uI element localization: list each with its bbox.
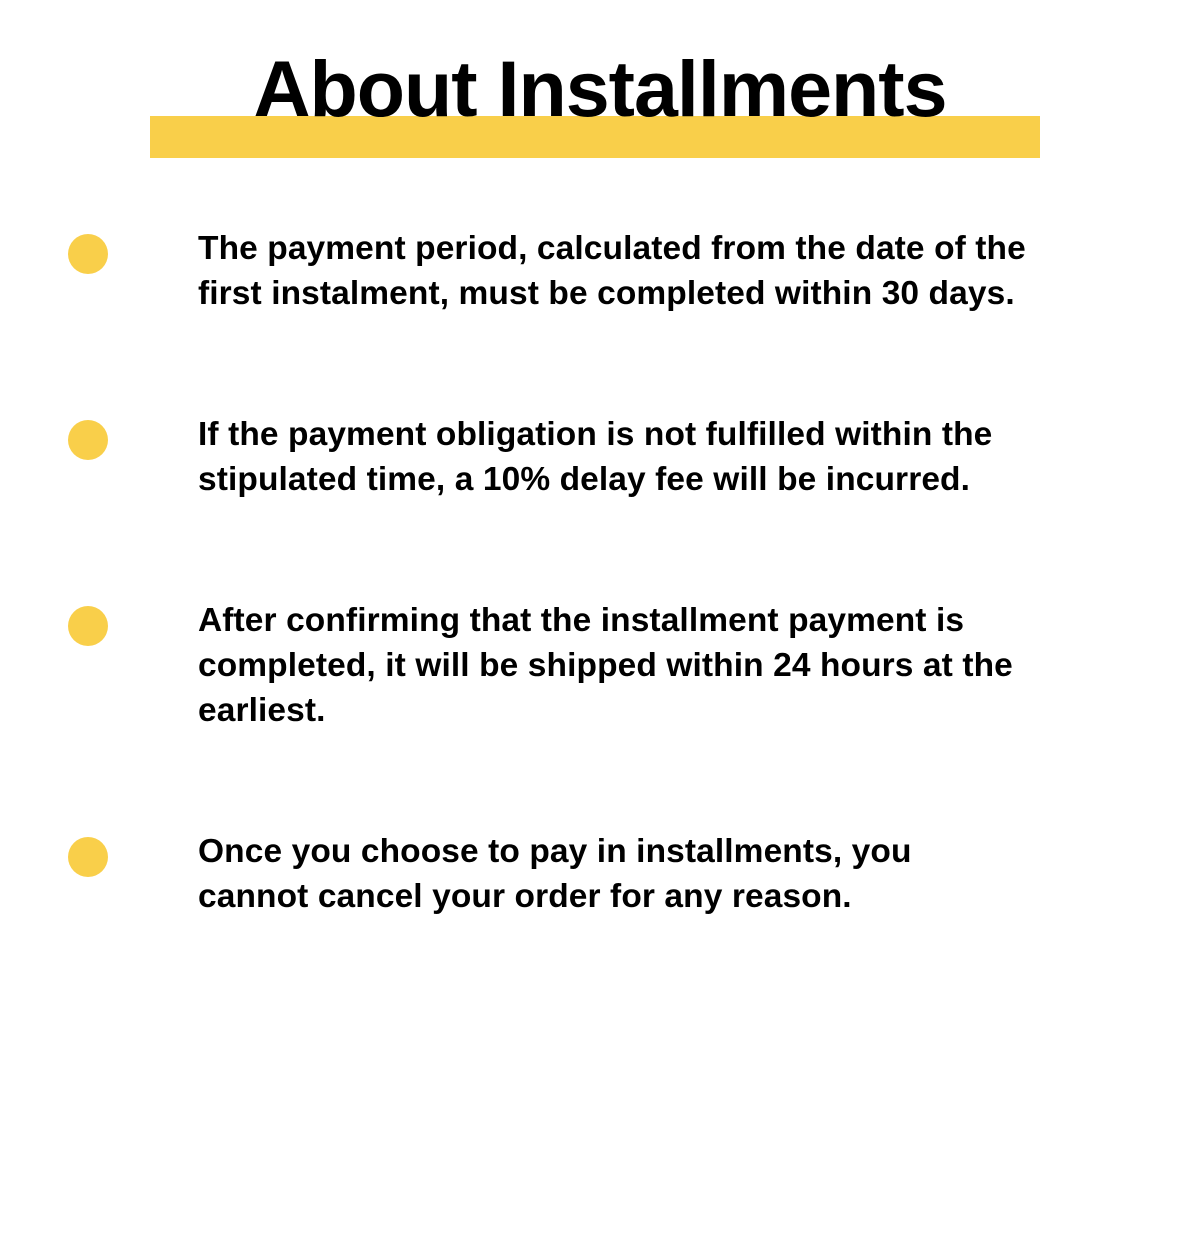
- list-item: [0, 412, 1200, 502]
- page-title-block: [0, 34, 1200, 184]
- installment-terms-list: [0, 226, 1200, 919]
- page-title: About Installments: [253, 44, 947, 133]
- list-item: [0, 226, 1200, 316]
- installments-info-page: [0, 34, 1200, 1234]
- list-item-text: Once you choose to pay in installments, you cannot cancel your order for any reason.: [198, 833, 912, 915]
- bullet-dot-icon: [68, 837, 108, 877]
- list-item-text: After confirming that the installment payment is completed, it will be shipped within 24 hours at the earliest.: [198, 602, 1013, 729]
- bullet-dot-icon: [68, 606, 108, 646]
- bullet-dot-icon: [68, 420, 108, 460]
- bullet-dot-icon: [68, 234, 108, 274]
- list-item-text: If the payment obligation is not fulfilled within the stipulated time, a 10% delay fee will be incurred.: [198, 416, 993, 498]
- list-item: [0, 829, 1200, 919]
- list-item: [0, 598, 1200, 733]
- list-item-text: The payment period, calculated from the date of the first instalment, must be completed within 30 days.: [198, 230, 1026, 312]
